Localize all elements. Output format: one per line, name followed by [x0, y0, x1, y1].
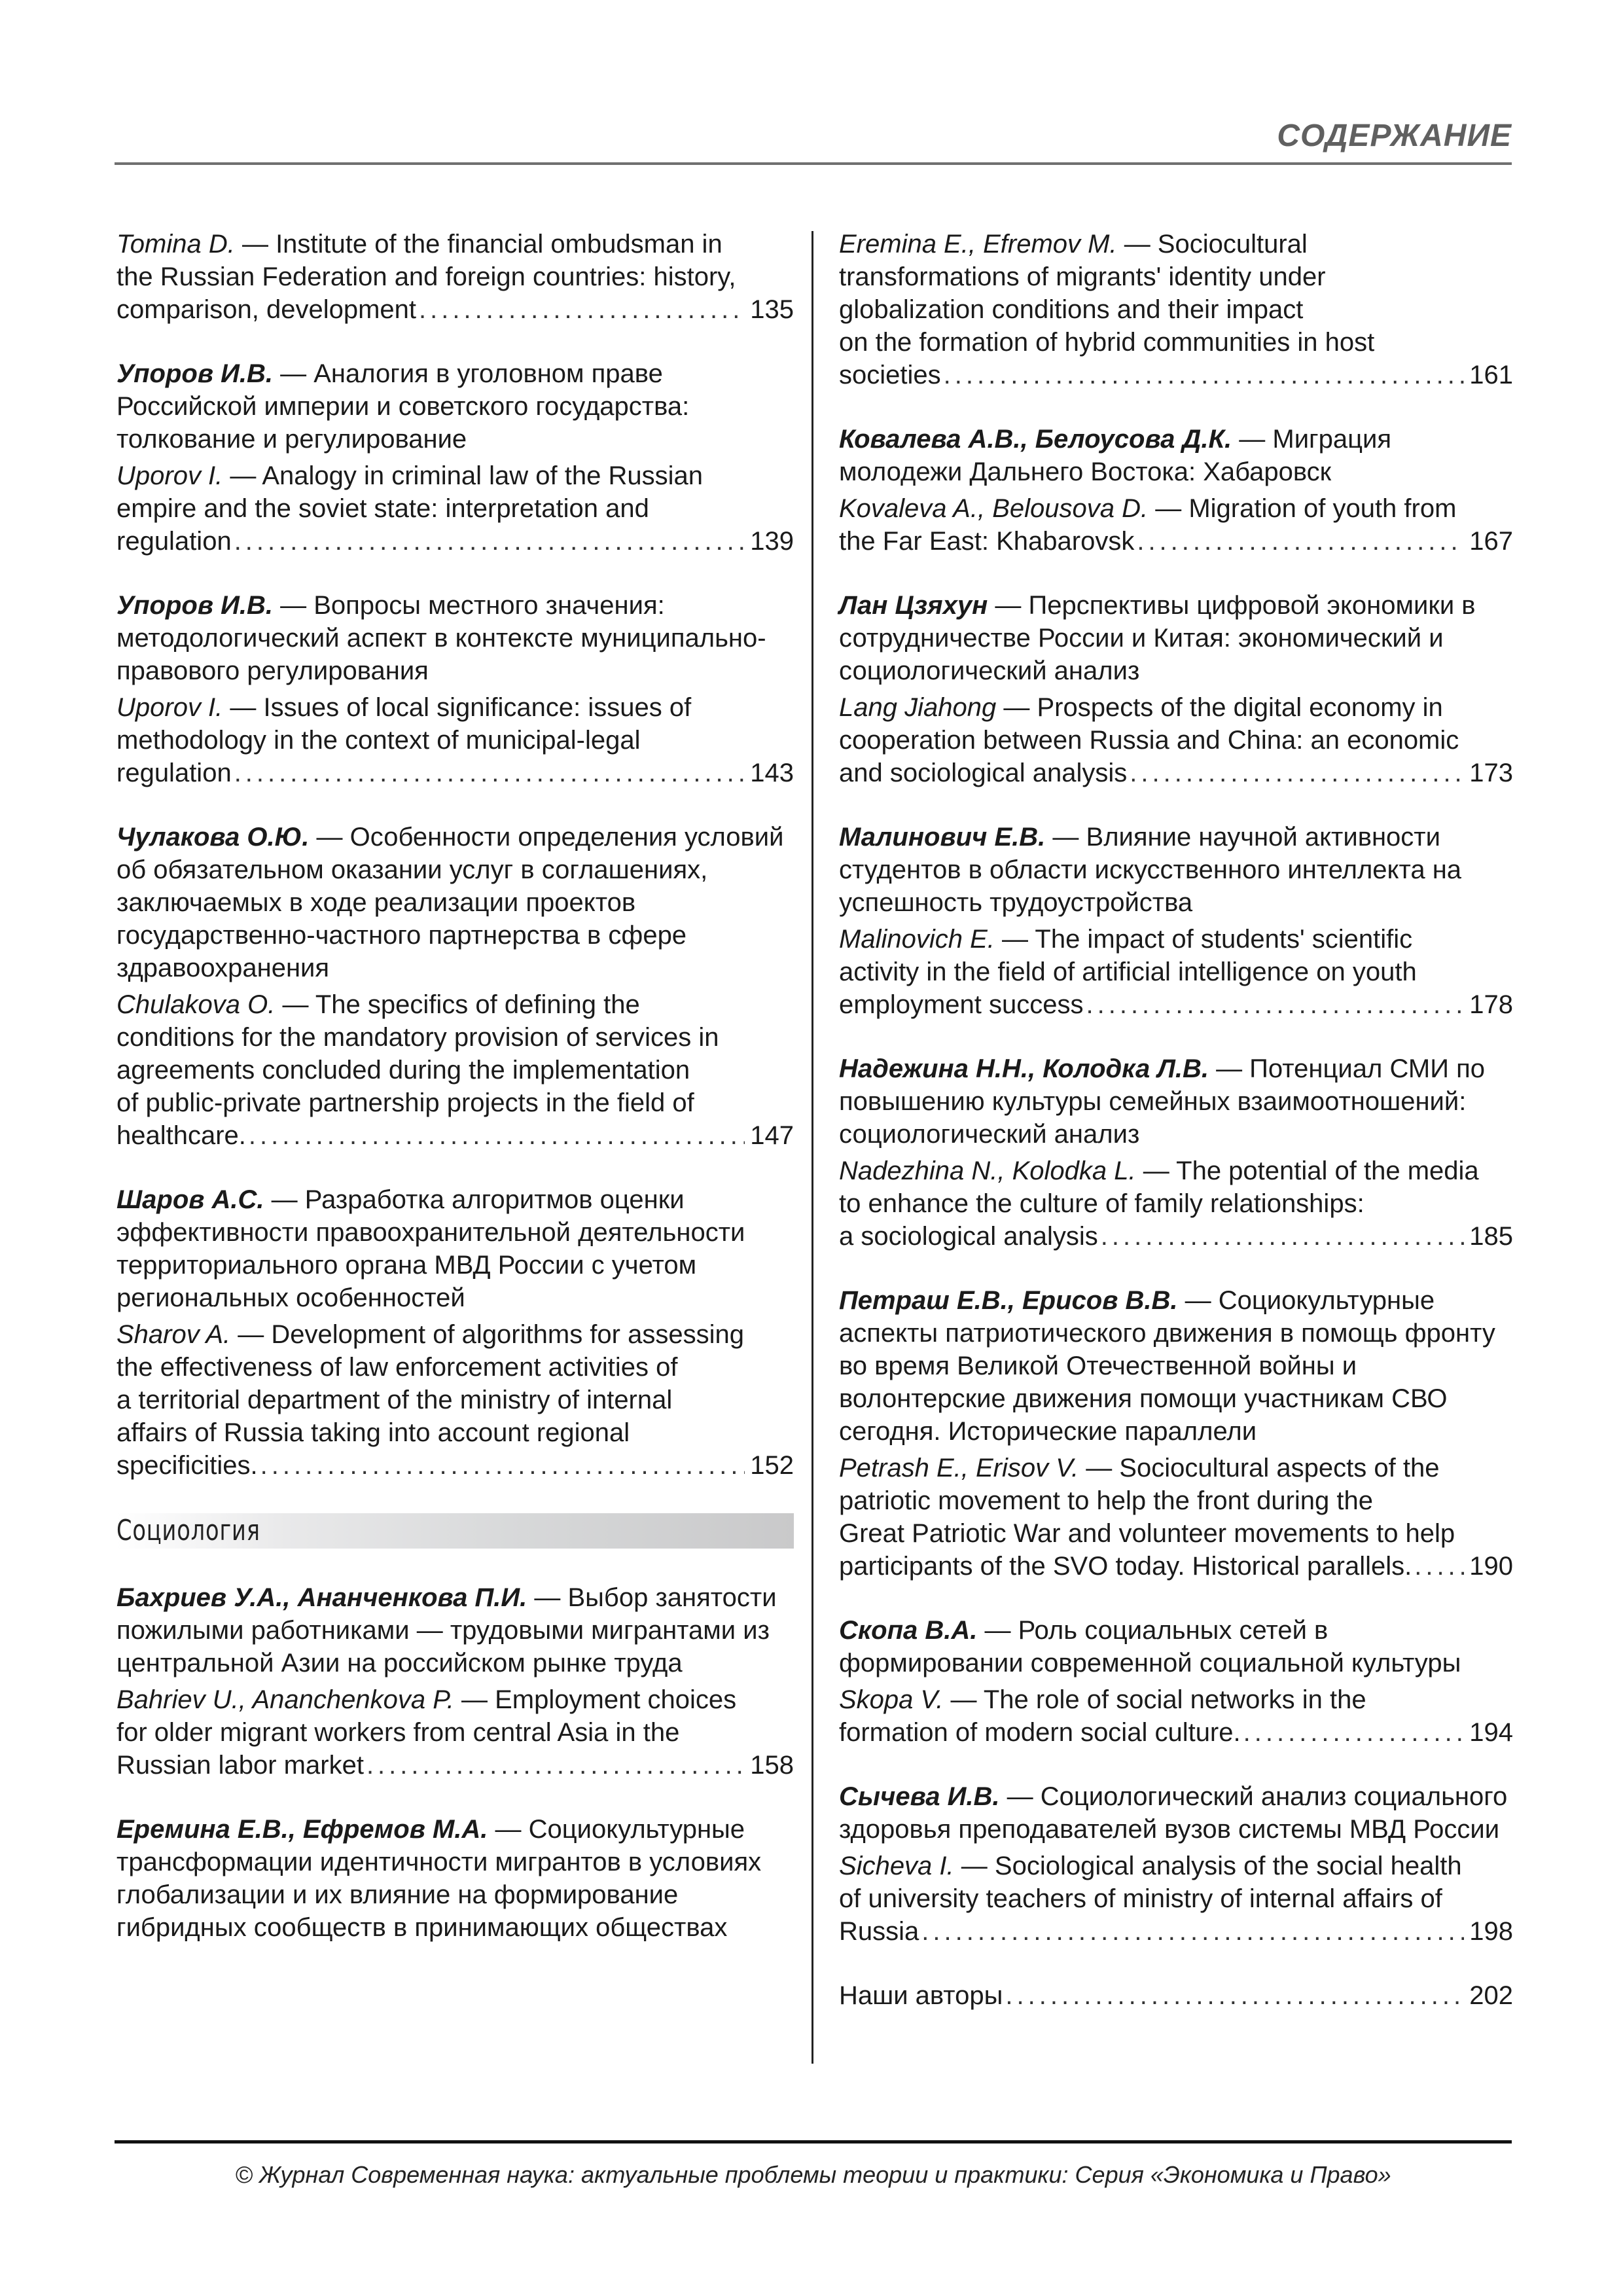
entry-title-ru-text: — Социологический анализ социального здоровья преподавателей вузов системы МВД России	[839, 1782, 1508, 1844]
entry-title-en-line: affairs of Russia taking into account regional	[116, 1418, 630, 1447]
entry-title-ru-text: — Выбор занятости пожилыми работниками — трудовыми мигрантами из центральной Азии на российском рынке труда	[116, 1583, 777, 1677]
entry-title-en-last-line: and sociological analysis	[839, 759, 1128, 787]
entry-title-en-last-line: Russian labor market	[116, 1751, 364, 1780]
entry-page-line[interactable]	[116, 757, 794, 789]
entry-author-en: Kovaleva A., Belousova D.	[839, 494, 1149, 523]
toc-entry[interactable]	[839, 1780, 1513, 1948]
entry-page-line[interactable]	[839, 1979, 1513, 2012]
entry-title-ru	[839, 1284, 1513, 1448]
entry-author-ru: Упоров И.В.	[116, 359, 273, 388]
entry-title-en-line: the effectiveness of law enforcement activities of	[116, 1353, 678, 1382]
page-number[interactable]: 194	[1469, 1718, 1513, 1747]
leader-dots	[1137, 525, 1464, 558]
leader-dots	[1005, 1979, 1464, 2012]
entry-title-en-line: activity in the field of artificial intelligence on youth	[839, 958, 1417, 986]
entry-title-en-line: for older migrant workers from central Asia in the	[116, 1718, 680, 1747]
entry-author-en: Chulakova O.	[116, 990, 276, 1019]
leader-dots	[1101, 1220, 1464, 1253]
entry-page-line[interactable]	[839, 757, 1513, 789]
entry-title-en	[839, 1683, 1513, 1716]
entry-title-en-line: — The role of social networks in the	[950, 1685, 1366, 1714]
toc-entry[interactable]	[116, 1813, 794, 1944]
entry-title-ru	[839, 1780, 1513, 1846]
entry-title-en	[116, 1318, 794, 1449]
entry-title-en-line: — The specifics of defining the	[282, 990, 640, 1019]
page-number[interactable]: 173	[1469, 759, 1513, 787]
entry-title-en-last-line: societies	[839, 361, 941, 389]
entry-author-en: Nadezhina N., Kolodka L.	[839, 1157, 1136, 1185]
entry-author-en: Tomina D.	[116, 230, 235, 259]
entry-page-line[interactable]	[116, 1449, 794, 1482]
entry-title-en-line: patriotic movement to help the front during the	[839, 1486, 1374, 1515]
footer-rule	[115, 2140, 1512, 2144]
entry-author-ru: Шаров А.С.	[116, 1185, 264, 1214]
entry-title-ru	[839, 423, 1513, 488]
toc-entry[interactable]	[839, 1052, 1513, 1253]
entry-title-ru-text: — Разработка алгоритмов оценки эффективности правоохранительной деятельности территориального органа МВД России с учетом региональных особенностей	[116, 1185, 745, 1312]
entry-author-en: Bahriev U., Ananchenkova P.	[116, 1685, 454, 1714]
entry-author-en: Lang Jiahong	[839, 693, 997, 722]
entry-author-ru: Еремина Е.В., Ефремов М.А.	[116, 1815, 488, 1844]
leader-dots	[1130, 757, 1464, 789]
entry-author-en: Uporov I.	[116, 461, 223, 490]
entry-author-en: Eremina E., Efremov M.	[839, 230, 1117, 259]
entry-title-ru	[116, 821, 794, 984]
entry-page-line[interactable]	[839, 1220, 1513, 1253]
toc-entry[interactable]	[116, 357, 794, 558]
page-number[interactable]: 161	[1469, 361, 1513, 389]
entry-title-en-last-line: the Far East: Khabarovsk	[839, 527, 1135, 556]
entry-page-line[interactable]	[116, 1749, 794, 1782]
entry-page-line[interactable]	[839, 1915, 1513, 1948]
entry-author-ru: Упоров И.В.	[116, 591, 273, 620]
entry-author-ru: Бахриев У.А., Ананченкова П.И.	[116, 1583, 527, 1612]
toc-entry[interactable]	[116, 228, 794, 326]
entry-page-line[interactable]	[839, 1716, 1513, 1749]
entry-title-ru-text: — Потенциал СМИ по повышению культуры семейных взаимоотношений: социологический анализ	[839, 1054, 1485, 1149]
leader-dots	[1414, 1550, 1464, 1583]
entry-title-en-line: — Employment choices	[461, 1685, 737, 1714]
entry-title-en-line: cooperation between Russia and China: an economic	[839, 726, 1459, 755]
entry-title-ru-text: — Перспективы цифровой экономики в сотрудничестве России и Китая: экономический и социологический анализ	[839, 591, 1476, 685]
entry-title-en-line: — The potential of the media	[1143, 1157, 1479, 1185]
page-number[interactable]: 190	[1469, 1552, 1513, 1581]
entry-title-en-line: — Sociocultural	[1124, 230, 1308, 259]
entry-title-en-line: globalization conditions and their impact	[839, 295, 1304, 324]
entry-author-ru: Чулакова О.Ю.	[116, 823, 310, 852]
entry-author-en: Malinovich E.	[839, 925, 995, 954]
entry-title-ru	[839, 821, 1513, 919]
entry-title-en	[839, 691, 1513, 757]
toc-left-column	[116, 228, 794, 1975]
entry-title-ru	[116, 1183, 794, 1314]
entry-title-en-line: — Analogy in criminal law of the Russian	[230, 461, 703, 490]
entry-title-en-last-line: Russia	[839, 1917, 919, 1946]
entry-title-ru	[116, 1581, 794, 1679]
leader-dots	[1243, 1716, 1465, 1749]
entry-title-en	[116, 988, 794, 1119]
entry-title-ru	[839, 589, 1513, 687]
page-number[interactable]: 152	[750, 1451, 794, 1480]
header-rule	[115, 162, 1512, 165]
entry-title-en-line: conditions for the mandatory provision of services in	[116, 1023, 719, 1052]
entry-title-en	[839, 228, 1513, 359]
leader-dots	[260, 1449, 745, 1482]
entry-title-en	[839, 1452, 1513, 1550]
page-number[interactable]: 167	[1469, 527, 1513, 556]
page-number[interactable]: 158	[750, 1751, 794, 1780]
leader-dots	[249, 1119, 745, 1152]
entry-title-en-last-line: a sociological analysis	[839, 1222, 1098, 1251]
entry-author-en: Sharov A.	[116, 1320, 231, 1349]
entry-author-ru: Скопа В.А.	[839, 1616, 978, 1645]
leader-dots	[944, 359, 1465, 391]
entry-author-ru: Надежина Н.Н., Колодка Л.В.	[839, 1054, 1209, 1083]
page-number[interactable]: 202	[1469, 1981, 1513, 2010]
entry-page-line[interactable]	[839, 359, 1513, 391]
entry-title-en-last-line: healthcare.	[116, 1121, 246, 1150]
entry-title-ru	[116, 1813, 794, 1944]
entry-title-en-line: — Migration of youth from	[1155, 494, 1457, 523]
entry-title-en-line: — Issues of local significance: issues of	[230, 693, 692, 722]
entry-title-ru-text: — Роль социальных сетей в формировании современной социальной культуры	[839, 1616, 1461, 1677]
entry-title-en-line: — Prospects of the digital economy in	[1003, 693, 1443, 722]
entry-title-en-line: of university teachers of ministry of internal affairs of	[839, 1884, 1442, 1913]
toc-entry[interactable]	[116, 821, 794, 1152]
entry-title-en-last-line: regulation	[116, 759, 232, 787]
page-number[interactable]: 143	[750, 759, 794, 787]
entry-title-ru-text: — Влияние научной активности студентов в области искусственного интеллекта на успешность трудоустройства	[839, 823, 1462, 917]
entry-title-en-line: agreements concluded during the implementation	[116, 1056, 690, 1085]
page-title: СОДЕРЖАНИЕ	[1277, 118, 1512, 153]
toc-entry[interactable]	[116, 589, 794, 789]
entry-page-line[interactable]	[839, 1550, 1513, 1583]
entry-author-en: Skopa V.	[839, 1685, 944, 1714]
entry-title-en-line: to enhance the culture of family relationships:	[839, 1189, 1364, 1218]
entry-title-en-last-line: employment success	[839, 990, 1084, 1019]
section-heading	[116, 1513, 794, 1549]
entry-title-en-line: methodology in the context of municipal-legal	[116, 726, 641, 755]
entry-title-en-line: — Sociological analysis of the social health	[961, 1852, 1462, 1880]
page-number[interactable]: 135	[750, 295, 794, 324]
entry-author-ru: Ковалева А.В., Белоусова Д.К.	[839, 425, 1232, 454]
leader-dots	[419, 293, 745, 326]
entry-title-en	[116, 228, 794, 293]
entry-title-ru-text: — Социокультурные аспекты патриотического движения в помощь фронту во время Великой Отечественной войны и волонтерские движения помощи участникам СВО сегодня. Исторические параллели	[839, 1286, 1495, 1446]
toc-entry[interactable]	[116, 1183, 794, 1482]
leader-dots	[921, 1915, 1464, 1948]
entry-title-en-line: — Sociocultural aspects of the	[1086, 1454, 1440, 1482]
entry-title-en-last-line: specificities.	[116, 1451, 258, 1480]
entry-author-ru: Сычева И.В.	[839, 1782, 1000, 1811]
entry-title-en	[839, 1850, 1513, 1915]
entry-title-en	[839, 1155, 1513, 1220]
toc-entry[interactable]	[839, 1614, 1513, 1749]
entry-page-line[interactable]	[839, 525, 1513, 558]
page-number[interactable]: 139	[750, 527, 794, 556]
leader-dots	[366, 1749, 745, 1782]
toc-entry[interactable]	[839, 821, 1513, 1021]
page-number[interactable]: 178	[1469, 990, 1513, 1019]
entry-title-ru-text: — Аналогия в уголовном праве Российской империи и советского государства: толкование и регулирование	[116, 359, 690, 454]
page-number[interactable]: 185	[1469, 1222, 1513, 1251]
toc-entry[interactable]	[116, 1581, 794, 1782]
entry-title-en	[839, 923, 1513, 988]
entry-author-ru: Петраш Е.В., Ерисов В.В.	[839, 1286, 1178, 1315]
entry-title-en-line: a territorial department of the ministry of internal	[116, 1386, 673, 1414]
entry-author-en: Sicheva I.	[839, 1852, 954, 1880]
entry-author-ru: Лан Цзяхун	[839, 591, 988, 620]
entry-title-en-last-line: participants of the SVO today. Historical parallels.	[839, 1552, 1412, 1581]
entry-title-en-last-line: regulation	[116, 527, 232, 556]
entry-title-ru-text: — Особенности определения условий об обязательном оказании услуг в соглашениях, заключаемых в ходе реализации проектов государственно-частного партнерства в сфере здравоохранения	[116, 823, 784, 982]
toc-entry[interactable]	[839, 589, 1513, 789]
entry-title-en-line: of public-private partnership projects in the field of	[116, 1088, 694, 1117]
entry-title-ru	[839, 1052, 1513, 1151]
toc-entry-our-authors[interactable]	[839, 1979, 1513, 2012]
entry-title-en-line: — The impact of students' scientific	[1002, 925, 1413, 954]
entry-title-en-last-line: formation of modern social culture.	[839, 1718, 1241, 1747]
entry-title-en-line: — Development of algorithms for assessing	[238, 1320, 744, 1349]
entry-title-en	[839, 492, 1513, 525]
entry-title-en-line: empire and the soviet state: interpretation and	[116, 494, 649, 523]
entry-title-en-line: on the formation of hybrid communities in host	[839, 328, 1375, 357]
toc-right-column	[839, 228, 1513, 2043]
entry-title-en-line: — Institute of the financial ombudsman in	[241, 230, 722, 259]
entry-title-ru-text: — Вопросы местного значения: методологический аспект в контексте муниципально-правового регулирования	[116, 591, 766, 685]
entry-title-en-last-line: comparison, development	[116, 295, 417, 324]
column-divider	[812, 231, 813, 2064]
leader-dots	[234, 757, 745, 789]
entry-title-en-line: the Russian Federation and foreign countries: history,	[116, 262, 736, 291]
leader-dots	[234, 525, 745, 558]
entry-page-line[interactable]	[116, 1119, 794, 1152]
entry-title-ru	[116, 357, 794, 456]
entry-title-ru-text: — Социокультурные трансформации идентичности мигрантов в условиях глобализации и их влияние на формирование гибридных сообществ в принимающих обществах	[116, 1815, 762, 1942]
entry-page-line[interactable]	[116, 525, 794, 558]
entry-title-en	[116, 1683, 794, 1749]
entry-page-line[interactable]	[116, 293, 794, 326]
toc-entry[interactable]	[839, 228, 1513, 391]
entry-author-ru: Малинович Е.В.	[839, 823, 1046, 852]
leader-dots	[1086, 988, 1464, 1021]
footer-copyright: © Журнал Современная наука: актуальные проблемы теории и практики: Серия «Экономика и Право»	[235, 2161, 1391, 2188]
our-authors-label: Наши авторы	[839, 1981, 1003, 2010]
entry-title-en	[116, 691, 794, 757]
toc-entry[interactable]	[839, 1284, 1513, 1583]
entry-author-en: Petrash E., Erisov V.	[839, 1454, 1079, 1482]
entry-title-ru	[116, 589, 794, 687]
entry-title-ru	[839, 1614, 1513, 1679]
entry-page-line[interactable]	[839, 988, 1513, 1021]
entry-title-en-line: transformations of migrants' identity under	[839, 262, 1326, 291]
entry-title-en	[116, 459, 794, 525]
entry-author-en: Uporov I.	[116, 693, 223, 722]
page-number[interactable]: 147	[750, 1121, 794, 1150]
entry-title-en-line: Great Patriotic War and volunteer movements to help	[839, 1519, 1455, 1548]
toc-entry[interactable]	[839, 423, 1513, 558]
entry-title-ru-text: — Миграция молодежи Дальнего Востока: Хабаровск	[839, 425, 1392, 486]
page-number[interactable]: 198	[1469, 1917, 1513, 1946]
section-title: Социология	[116, 1514, 260, 1547]
